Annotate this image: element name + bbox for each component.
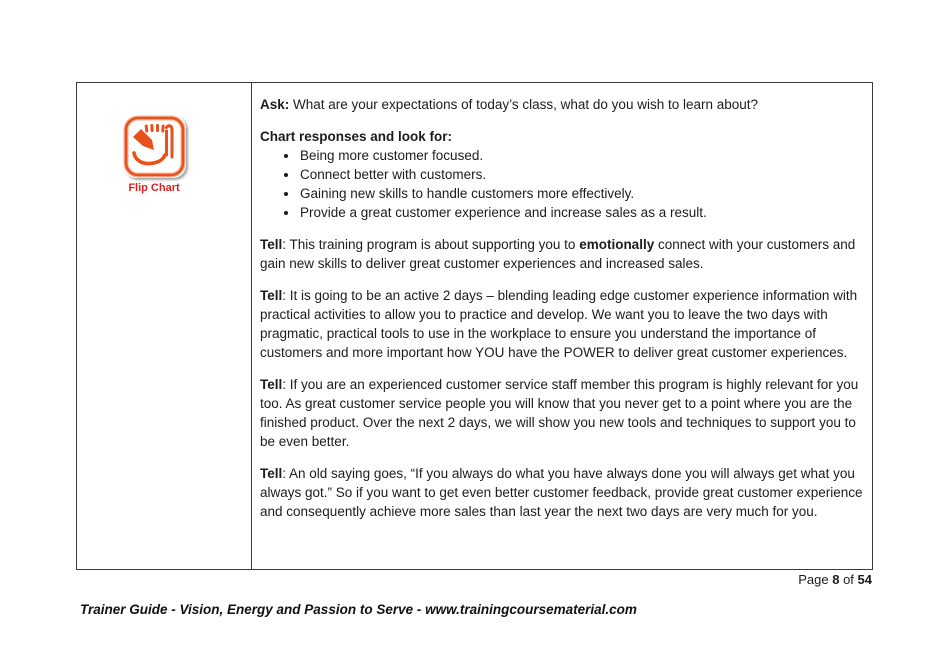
list-item: • Being more customer focused.	[299, 146, 865, 165]
page-number-total: 54	[857, 572, 872, 587]
ask-paragraph	[260, 95, 865, 114]
page-number: Page 8 of 54	[798, 572, 872, 587]
tell-paragraph-4: Tell: An old saying goes, “If you always do what you have always done you will always get what you always got.” So if you want to get even better customer feedback, provide great customer experience and consequently achieve more sales than last year the next two days are very much for you.	[260, 466, 863, 519]
page-number-current: 8	[832, 572, 840, 587]
tell-label: Tell	[260, 377, 283, 392]
trainer-notes-table	[76, 82, 873, 570]
list-item: • Provide a great customer experience and increase sales as a result.	[299, 203, 865, 222]
document-footer-title: Trainer Guide - Vision, Energy and Passion to Serve - www.trainingcoursematerial.com	[80, 602, 637, 617]
emphasis-word: emotionally	[579, 237, 655, 252]
ask-label: Ask:	[260, 97, 290, 112]
ask-text: What are your expectations of today’s class, what do you wish to learn about?	[289, 97, 759, 112]
tell-label: Tell	[260, 466, 283, 481]
tell-label: Tell	[260, 288, 283, 303]
activity-type-cell	[77, 83, 252, 569]
chart-heading: Chart responses and look for:	[260, 129, 453, 144]
tell-paragraph-1: Tell: This training program is about supporting you to emotionally connect with your customers and gain new skills to deliver great customer experiences and increased sales.	[260, 237, 856, 271]
flip-chart-label: Flip Chart	[128, 182, 180, 194]
tell-paragraph-3: Tell: If you are an experienced customer service staff member this program is highly relevant for you too. As great customer service people you will know that you never get to a point where you are the finished product. Over the next 2 days, we will show you new tools and techniques to support you to be even better.	[260, 377, 859, 449]
trainer-notes-cell	[252, 83, 872, 569]
tell-label: Tell	[260, 237, 283, 252]
flip-chart-icon	[123, 115, 186, 178]
chart-responses-list	[260, 146, 865, 222]
list-item: • Connect better with customers.	[299, 165, 865, 184]
tell-paragraph-2: Tell: It is going to be an active 2 days – blending leading edge customer experience information with practical activities to allow you to practice and develop. We want you to leave the two days with pragmatic, practical tools to use in the workplace to ensure you understand the importance of customers and more important how YOU have the POWER to deliver great customer experiences.	[260, 288, 858, 360]
list-item: • Gaining new skills to handle customers more effectively.	[299, 184, 865, 203]
